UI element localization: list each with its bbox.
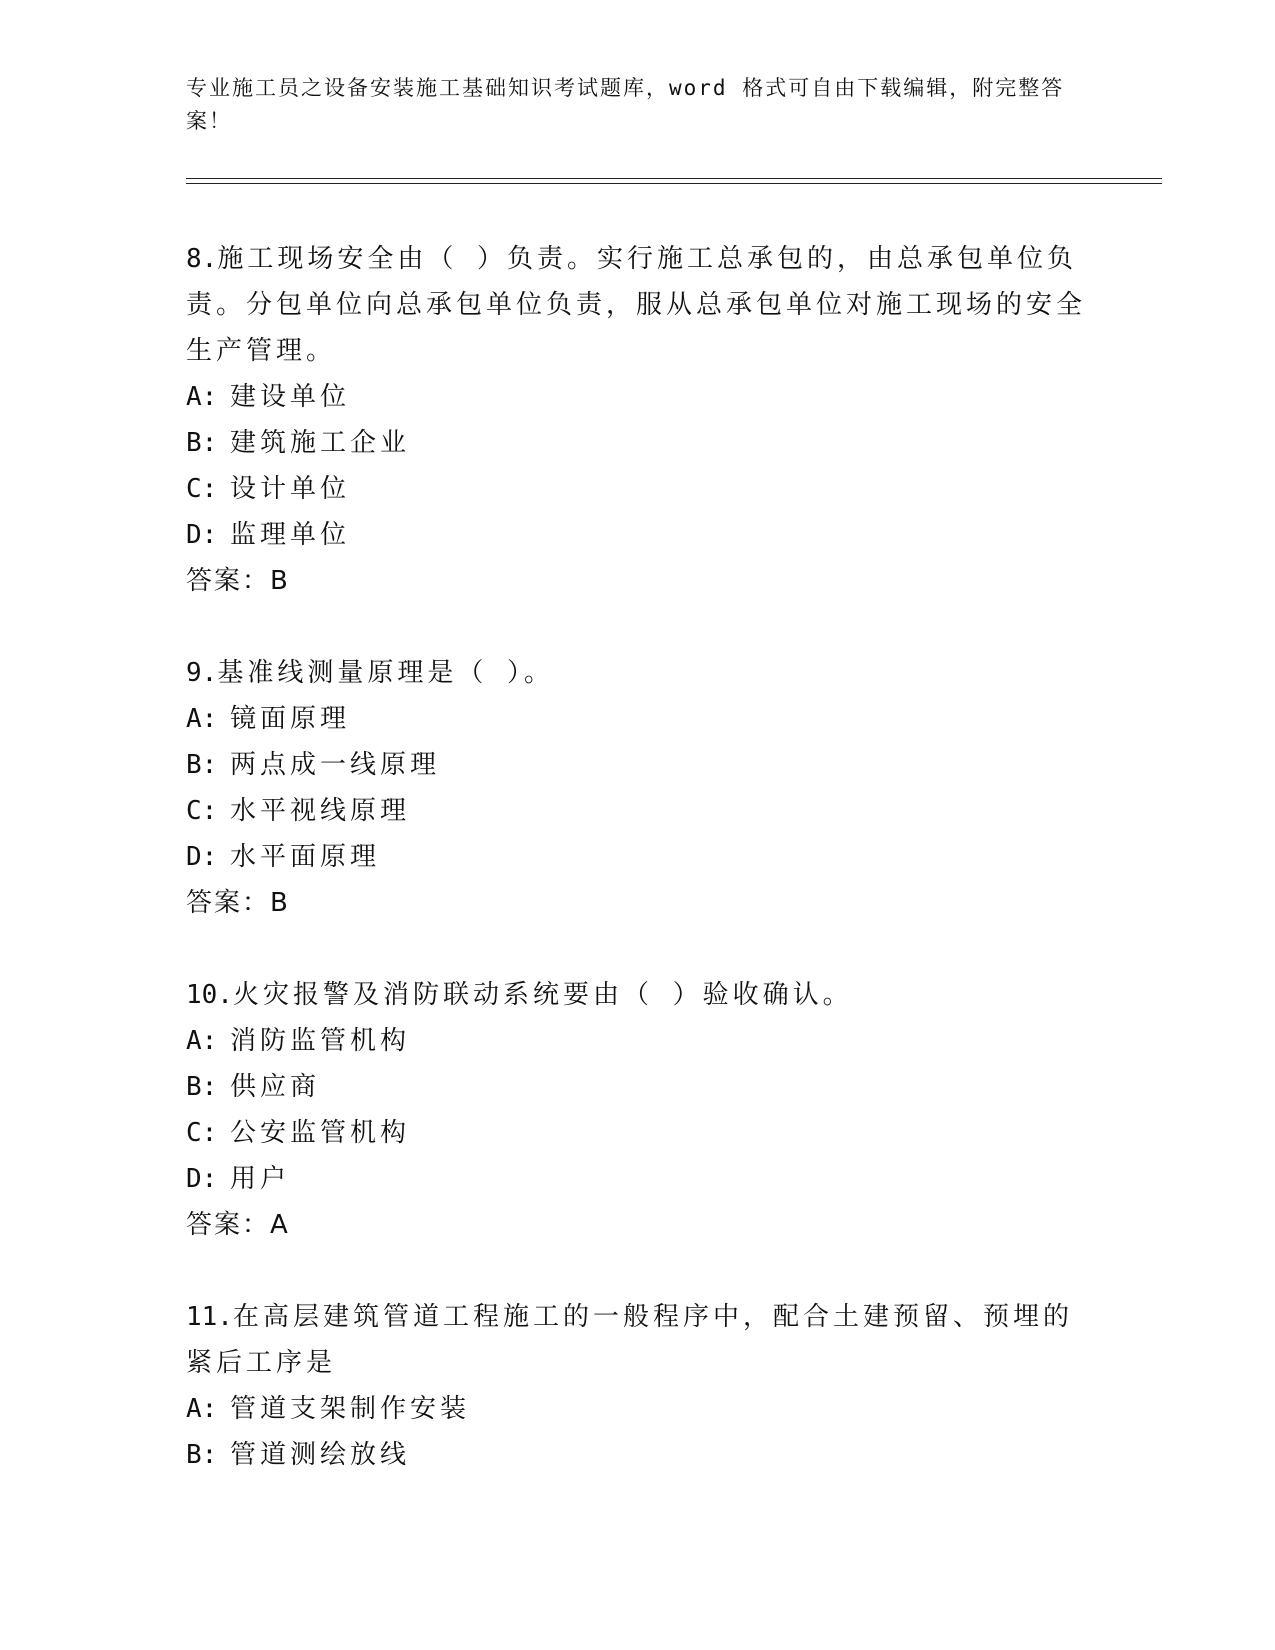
question-list (186, 236, 1086, 1524)
option-text: 设计单位 (230, 474, 351, 504)
answer-line: 答案：A (186, 1210, 290, 1240)
option-letter: D: (186, 1164, 218, 1194)
question-number: 9. (186, 658, 218, 688)
option-d (186, 512, 1086, 558)
option-a (186, 374, 1086, 420)
question-stem (186, 972, 1086, 1018)
option-text: 管道测绘放线 (230, 1440, 411, 1470)
option-text: 水平面原理 (230, 842, 381, 872)
question-text: 施工现场安全由（ ）负责。实行施工总承包的，由总承包单位负责。分包单位向总承包单位负责，服从总承包单位对施工现场的安全生产管理。 (186, 244, 1087, 366)
question-stem (186, 650, 1086, 696)
option-letter: B: (186, 750, 218, 780)
question-text: 火灾报警及消防联动系统要由（ ）验收确认。 (232, 980, 853, 1010)
option-letter: D: (186, 842, 218, 872)
option-text: 消防监管机构 (230, 1026, 411, 1056)
question-number: 8. (186, 244, 218, 274)
option-letter: B: (186, 1072, 218, 1102)
option-text: 管道支架制作安装 (230, 1394, 471, 1424)
option-letter: B: (186, 428, 218, 458)
option-text: 水平视线原理 (230, 796, 411, 826)
question-text: 基准线测量原理是（ ）。 (217, 658, 554, 688)
option-c (186, 788, 1086, 834)
question-10 (186, 972, 1086, 1248)
option-letter: D: (186, 520, 218, 550)
option-letter: C: (186, 1118, 218, 1148)
header-divider-bottom (186, 183, 1162, 184)
option-b (186, 742, 1086, 788)
option-letter: A: (186, 704, 218, 734)
option-text: 建设单位 (230, 382, 351, 412)
question-number: 11. (186, 1302, 233, 1332)
option-text: 用户 (230, 1164, 291, 1194)
question-text: 在高层建筑管道工程施工的一般程序中，配合土建预留、预埋的紧后工序是 (186, 1302, 1073, 1378)
option-text: 两点成一线原理 (230, 750, 441, 780)
option-d (186, 1156, 1086, 1202)
option-a (186, 1018, 1086, 1064)
answer-line: 答案：B (186, 888, 290, 918)
header-divider-top (186, 178, 1162, 179)
option-letter: A: (186, 1026, 218, 1056)
answer-line: 答案：B (186, 566, 290, 596)
option-letter: B: (186, 1440, 218, 1470)
option-letter: A: (186, 382, 218, 412)
question-stem (186, 1294, 1086, 1386)
option-text: 建筑施工企业 (230, 428, 411, 458)
option-text: 镜面原理 (230, 704, 351, 734)
option-text: 供应商 (230, 1072, 321, 1102)
option-letter: C: (186, 474, 218, 504)
question-11 (186, 1294, 1086, 1478)
question-stem (186, 236, 1086, 374)
option-d (186, 834, 1086, 880)
option-a (186, 696, 1086, 742)
option-text: 监理单位 (230, 520, 351, 550)
option-b (186, 420, 1086, 466)
document-header: 专业施工员之设备安装施工基础知识考试题库，word 格式可自由下载编辑，附完整答案！ (186, 76, 1065, 133)
option-letter: C: (186, 796, 218, 826)
option-b (186, 1064, 1086, 1110)
option-c (186, 1110, 1086, 1156)
question-number: 10. (186, 980, 233, 1010)
option-b (186, 1432, 1086, 1478)
option-a (186, 1386, 1086, 1432)
question-9 (186, 650, 1086, 926)
option-c (186, 466, 1086, 512)
question-8 (186, 236, 1086, 604)
option-text: 公安监管机构 (230, 1118, 411, 1148)
option-letter: A: (186, 1394, 218, 1424)
